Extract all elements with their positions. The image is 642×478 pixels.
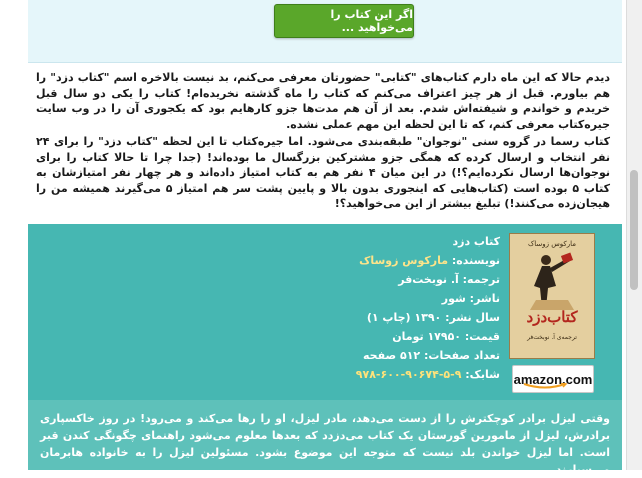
pages-label: تعداد صفحات: <box>424 349 500 362</box>
vertical-scrollbar[interactable] <box>626 0 642 470</box>
isbn-row <box>300 365 500 384</box>
book-cover-image[interactable] <box>509 233 595 359</box>
cover-title: کتاب‌دزد <box>526 308 578 326</box>
translator-label: ترجمه: <box>462 273 500 286</box>
author-value[interactable]: مارکوس زوساک <box>359 254 449 267</box>
price-label: قیمت: <box>464 330 500 343</box>
isbn-value: ۹-۵-۹۰۶۷۴-۶۰۰-۹۷۸ <box>355 368 462 381</box>
year-label: سال نشر: <box>445 311 500 324</box>
intro-paragraph: دیدم حالا که این ماه دارم کتاب‌های "کتابی" حضورتان معرفی می‌کنم، بد نیست بالاخره اسم "کتاب دزد" را هم بیاورم. قبل از هر چیز اعتراف می‌کنم که کتاب را ماه گذشته نخریده‌ام! کتاب را یکی دو سال قبل خریدم و خواندم و شیفته‌اش شدم. بعد از آن هم مدت‌ها جزو کارهایم بود که یکجوری آن را در وب سایت جیره‌کتاب معرفی کنم، که تا این لحظه این مهم عملی نشده. <box>36 71 610 131</box>
author-label: نویسنده: <box>451 254 500 267</box>
publisher-label: ناشر: <box>469 292 500 305</box>
price-row <box>300 327 500 346</box>
amazon-smile-icon <box>523 383 567 389</box>
book-description: وقتی لیزل برادر کوچکترش را از دست می‌دهد، مادر لیزل، او را رها می‌کند و می‌رود! در روز خاکسپاری برادرش، لیزل از مامورین گورستان یک کتاب می‌دزدد که بعدها معلوم می‌شود راهنمای چگونگی کندن قبر است. اما لیزل خواندن بلد نیست که متوجه این موضوع بشود. مسئولین لیزل را به خانواده هابرمان می‌سپارند. <box>40 412 610 476</box>
top-banner <box>28 0 622 63</box>
translator-value: آ. نوبخت‌فر <box>398 273 459 286</box>
book-details <box>300 251 500 384</box>
price-value: ۱۷۹۵۰ تومان <box>392 330 462 343</box>
pages-value: ۵۱۲ صفحه <box>363 349 421 362</box>
age-group-paragraph: کتاب رسما در گروه سنی "نوجوان" طبقه‌بندی می‌شود. اما جیره‌کتاب تا این لحظه "کتاب دزد" را برای ۲۴ نفر انتخاب و ارسال کرده که همگی جزو مشترکین بزرگسال ما بوده‌اند! (جدا چرا تا حالا کتاب را برای نوجوان‌ها ارسال نکرده‌ایم؟!) در این میان ۴ نفر هم به کتاب امتیاز داده‌اند و هر چهار نفر امتیازشان به کتاب ۵ بوده است (کتاب‌هایی که اینجوری بدون بالا و پایین پشت سر هم امتیاز ۵ می‌گیرند همیشه من را هیجان‌زده می‌کنند!) تبلیغ بیشتر از این می‌خواهید؟! <box>36 135 611 210</box>
book-title: کتاب دزد <box>452 235 500 248</box>
year-value: ۱۳۹۰ (چاپ ۱) <box>366 311 442 324</box>
cover-author: مارکوس زوساک <box>527 240 576 248</box>
isbn-label: شابک: <box>465 368 500 381</box>
translator-row <box>300 270 500 289</box>
scrollbar-thumb[interactable] <box>630 170 638 290</box>
publisher-value: شور <box>441 292 466 305</box>
pages-row <box>300 346 500 365</box>
cover-translator: ترجمه‌ی آ. نوبخت‌فر <box>527 334 577 341</box>
amazon-label: amazon.com <box>513 371 593 387</box>
author-row <box>300 251 500 270</box>
publisher-row <box>300 289 500 308</box>
amazon-link-button[interactable] <box>512 365 594 393</box>
want-book-button[interactable]: اگر این کتاب را می‌خواهید ... <box>274 4 414 38</box>
year-row <box>300 308 500 327</box>
cover-figure-icon <box>528 252 576 310</box>
